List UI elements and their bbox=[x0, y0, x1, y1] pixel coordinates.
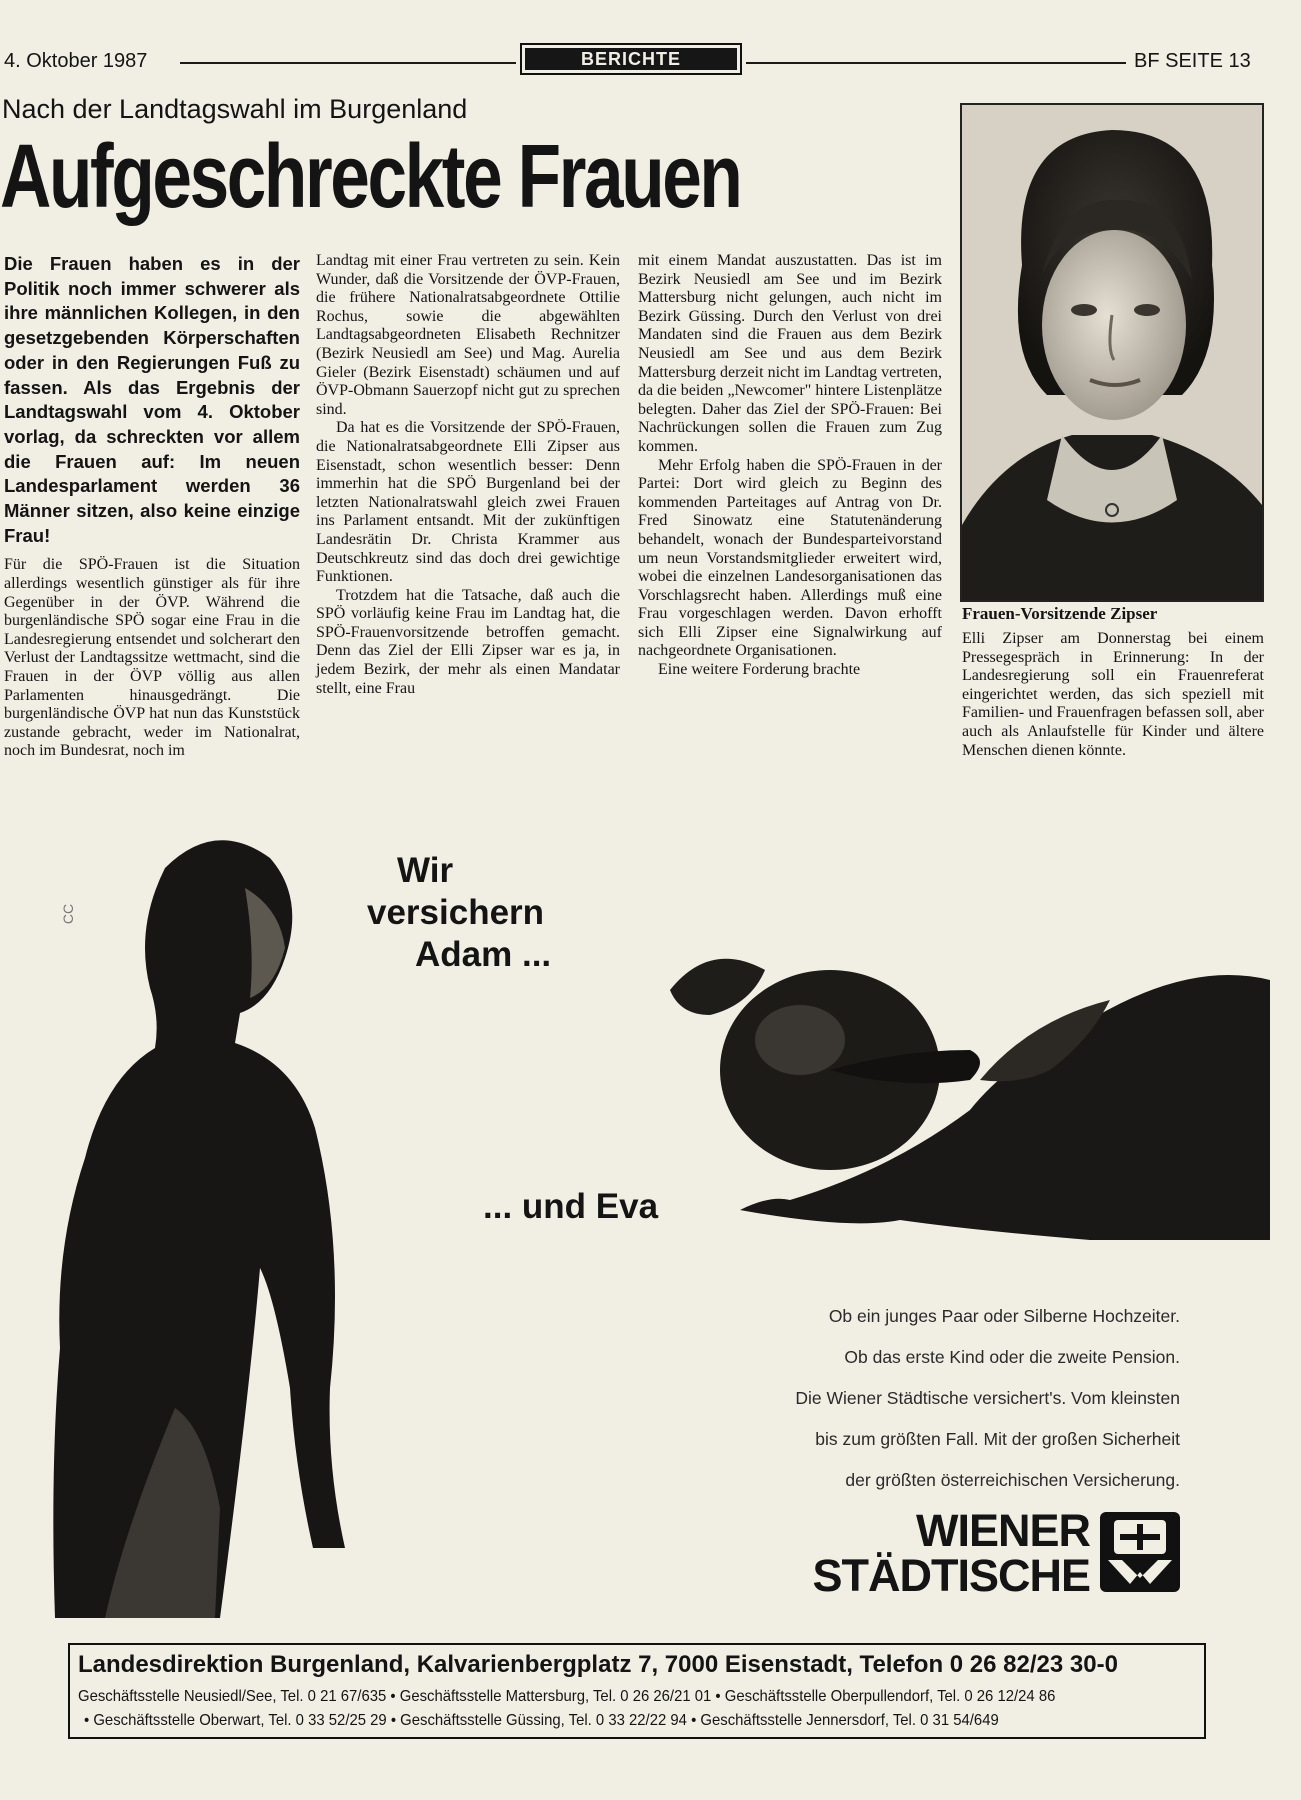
article-column-1-body: Für die SPÖ-Frauen ist die Situation allerdings wesentlich günstiger als für ihre Gegenüber in der ÖVP. Während die burgenländische SPÖ sogar eine Frau in die Landesregierung entsendet und solcherart den Verlust der Landtagssitze wettmacht, sind die Frauen in der ÖVP völlig aus allen Parlamenten hinausgedrängt. Die burgenländische ÖVP hat nun das Kunststück zustande gebracht, weder im Nationalrat, noch im Bundesrat, noch im bbox=[4, 556, 300, 760]
ad-copy-line: Ob ein junges Paar oder Silberne Hochzeiter. bbox=[828, 1306, 1180, 1326]
contact-headline: Landesdirektion Burgenland, Kalvarienbergplatz 7, 7000 Eisenstadt, Telefon 0 26 82/23 30-0 bbox=[78, 1651, 1118, 1678]
article-headline: Aufgeschreckte Frauen bbox=[0, 127, 741, 227]
article-paragraph: Eine weitere Forderung brachte bbox=[658, 661, 861, 679]
article-paragraph: Mehr Erfolg haben die SPÖ-Frauen in der Partei: Dort wird gleich zu Beginn des kommenden Parteitages auf Antrag von Dr. Fred Sinowatz eine Statutenänderung behandelt, wonach der Bundesparteivorstand um neun Vorstandsmitglieder erweitert wird, wobei die einzelnen Landesorganisationen das Vorschlagsrecht haben. Allerdings muß eine Frau vorgeschlagen werden. Davon erhofft sich Elli Zipser eine Signalwirkung auf nachgeordnete Organisationen. bbox=[638, 456, 942, 660]
article-kicker: Nach der Landtagswahl im Burgenland bbox=[2, 94, 468, 124]
article-paragraph: Elli Zipser am Donnerstag bei einem Pressegespräch in Erinnerung: In der Landesregierung soll ein Frauenreferat eingerichtet werden, das sich speziell mit Familien- und Frauenfragen befassen soll, aber auch als Anlaufstelle für Kinder und ältere Menschen dienen könnte. bbox=[962, 630, 1264, 759]
contact-line: • Geschäftsstelle Oberwart, Tel. 0 33 52/25 29 • Geschäftsstelle Güssing, Tel. 0 33 22/22 94 • Geschäftsstelle Jennersdorf, Tel. 0 31 54/649 bbox=[84, 1712, 999, 1729]
article-paragraph: Trotzdem hat die Tatsache, daß auch die SPÖ vorläufig keine Frau im Landtag hat, die SPÖ-Frauenvorsitzende betroffen gemacht. Denn das Ziel der Elli Zipser war es ja, in jedem Bezirk, der mehr als einen Mandatar stellt, eine Frau bbox=[316, 586, 620, 697]
page-number: BF SEITE 13 bbox=[1134, 50, 1251, 72]
ad-copy-line: Ob das erste Kind oder die zweite Pension. bbox=[844, 1347, 1180, 1367]
article-paragraph: mit einem Mandat auszustatten. Das ist im Bezirk Neusiedl am See und im Bezirk Mattersburg nicht gelungen, auch nicht im Bezirk Güssing. Durch den Verlust von drei Mandaten sind die Frauen aus dem Bezirk Neusiedl am See und aus dem Bezirk Mattersburg derzeit nicht im Landtag vertreten, da die beiden „Newcomer" hintere Listenplätze belegten. Daher das Ziel der SPÖ-Frauen: Bei Nachrückungen sollen die Frauen zum Zug kommen. bbox=[638, 252, 942, 455]
portrait-photo bbox=[960, 103, 1264, 602]
ad-copy-line: Die Wiener Städtische versichert's. Vom kleinsten bbox=[795, 1388, 1180, 1408]
article-column-2 bbox=[316, 252, 620, 698]
portrait-illustration bbox=[962, 105, 1262, 600]
header-rule-left bbox=[180, 62, 516, 64]
insurer-logo-icon bbox=[1100, 1512, 1180, 1592]
issue-date: 4. Oktober 1987 bbox=[4, 50, 148, 72]
adam-figure-illustration bbox=[45, 828, 365, 1618]
brand-wordmark bbox=[770, 1505, 1090, 1601]
article-paragraph: Da hat es die Vorsitzende der SPÖ-Frauen, die Nationalratsabgeordnete Elli Zipser aus Eisenstadt, schon wesentlich besser: Denn immerhin hat die SPÖ Burgenland bei der letzten Nationalratswahl gleich zwei Frauen ins Parlament entsandt. Mit der zukünftigen Landesrätin Dr. Christa Krammer aus Deutschkreutz sind das doch drei gewichtige Funktionen. bbox=[316, 419, 620, 586]
article-column-3 bbox=[638, 252, 942, 680]
article-lead: Die Frauen haben es in der Politik noch immer schwerer als ihre männlichen Kollegen, in den gesetzgebenden Körperschaften oder in den Regierungen Fuß zu fassen. Als das Ergebnis der Landtagswahl vom 4. Oktober vorlag, da schreckten vor allem die Frauen auf: Im neuen Landesparlament werden 36 Männer sitzen, also keine einzige Frau! bbox=[4, 253, 300, 546]
side-mark: CC bbox=[60, 903, 77, 925]
ad-headline-line: versichern bbox=[367, 893, 545, 932]
brand-wordmark-line: WIENER bbox=[916, 1505, 1090, 1556]
contact-line: Geschäftsstelle Neusiedl/See, Tel. 0 21 67/635 • Geschäftsstelle Mattersburg, Tel. 0 26 26/21 01 • Geschäftsstelle Oberpullendorf, Tel. 0 26 12/24 86 bbox=[78, 1688, 1056, 1705]
article-column-1 bbox=[4, 252, 300, 761]
hand-apple-illustration bbox=[670, 940, 1270, 1240]
ad-headline-line: Adam ... bbox=[415, 935, 552, 974]
section-label: BERICHTE bbox=[525, 48, 737, 70]
ad-eva-line: ... und Eva bbox=[483, 1187, 659, 1226]
brand-wordmark-line: STÄDTISCHE bbox=[812, 1550, 1090, 1601]
ad-headline-line: Wir bbox=[397, 851, 454, 890]
section-label-box bbox=[520, 43, 742, 75]
article-column-4 bbox=[962, 630, 1264, 760]
ad-headline bbox=[367, 850, 552, 976]
ad-copy-line: bis zum größten Fall. Mit der großen Sicherheit bbox=[815, 1429, 1180, 1449]
article-paragraph: Landtag mit einer Frau vertreten zu sein. Kein Wunder, daß die Vorsitzende der ÖVP-Frauen, die frühere Nationalratsabgeordnete Ottilie Rochus, sowie die abgewählten Landtagsabgeordneten Elisabeth Rechnitzer (Bezirk Neusiedl am See) und Mag. Aurelia Gieler (Bezirk Eisenstadt) schäumen und auf ÖVP-Obmann Sauerzopf nicht gut zu sprechen sind. bbox=[316, 252, 620, 418]
ad-copy-line: der größten österreichischen Versicherung. bbox=[845, 1470, 1180, 1490]
header-rule-right bbox=[746, 62, 1126, 64]
contact-box bbox=[68, 1643, 1206, 1739]
photo-caption: Frauen-Vorsitzende Zipser bbox=[962, 604, 1158, 623]
ad-copy bbox=[700, 1296, 1180, 1501]
